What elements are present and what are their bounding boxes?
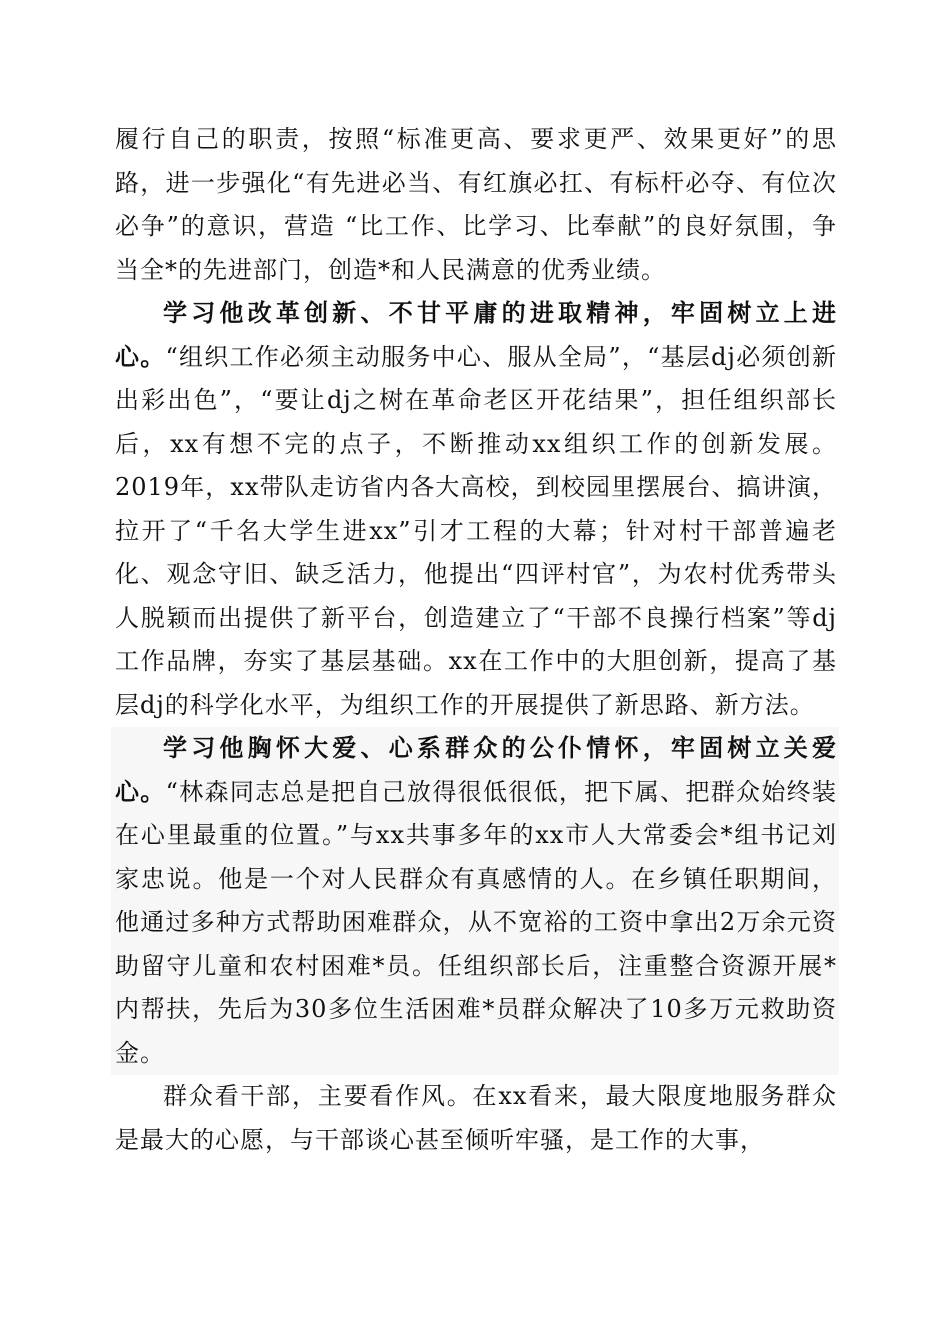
paragraph-2-heading: 学习他改革创新、不甘平庸的进取精神，牢固树立上进心。 bbox=[115, 299, 837, 371]
paragraph-3-heading: 学习他胸怀大爱、心系群众的公仆情怀，牢固树立关爱心。 bbox=[115, 734, 837, 806]
paragraph-4-text: 群众看干部，主要看作风。在xx看来，最大限度地服务群众是最大的心愿，与干部谈心甚至倾听牢骚，是工作的大事， bbox=[115, 1082, 837, 1154]
paragraph-1 bbox=[115, 118, 837, 292]
paragraph-2 bbox=[115, 292, 837, 727]
paragraph-2-text: “组织工作必须主动服务中心、服从全局”，“基层dj必须创新出彩出色”，“要让dj之树在革命老区开花结果”，担任组织部长后，xx有想不完的点子，不断推动xx组织工作的创新发展。2019年，xx带队走访省内各大高校，到校园里摆展台、搞讲演，拉开了“千名大学生进xx”引才工程的大幕；针对村干部普遍老化、观念守旧、缺乏活力，他提出“四评村官”，为农村优秀带头人脱颖而出提供了新平台，创造建立了“干部不良操行档案”等dj工作品牌，夯实了基层基础。xx在工作中的大胆创新，提高了基层dj的科学化水平，为组织工作的开展提供了新思路、新方法。 bbox=[115, 342, 837, 719]
document-body bbox=[115, 118, 837, 1162]
paragraph-3-text: “林森同志总是把自己放得很低很低，把下属、把群众始终装在心里最重的位置。”与xx共事多年的xx市人大常委会*组书记刘家忠说。他是一个对人民群众有真感情的人。在乡镇任职期间，他通过多种方式帮助困难群众，从不宽裕的工资中拿出2万余元资助留守儿童和农村困难*员。任组织部长后，注重整合资源开展*内帮扶，先后为30多位生活困难*员群众解决了10多万元救助资金。 bbox=[115, 777, 837, 1067]
paragraph-1-text: 履行自己的职责，按照“标准更高、要求更严、效果更好”的思路，进一步强化“有先进必当、有红旗必扛、有标杆必夺、有位次必争”的意识，营造 “比工作、比学习、比奉献”的良好氛围，争当全*的先进部门，创造*和人民满意的优秀业绩。 bbox=[115, 125, 837, 284]
paragraph-4 bbox=[115, 1075, 837, 1162]
paragraph-3 bbox=[111, 727, 839, 1075]
